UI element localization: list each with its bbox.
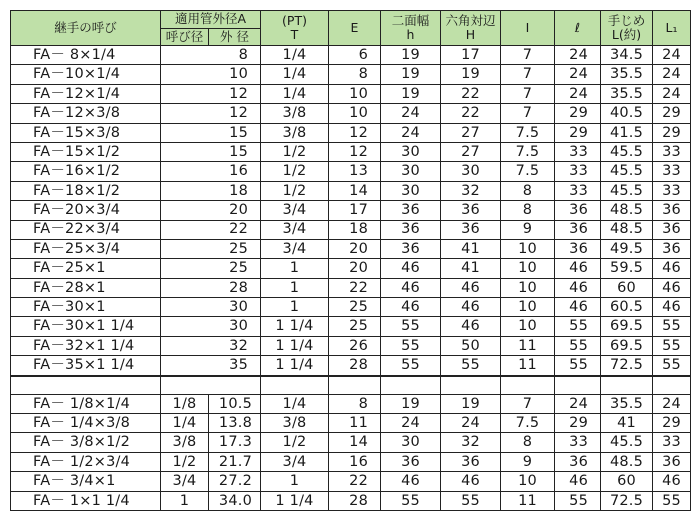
cell-pt: 3/4: [261, 239, 329, 258]
cell-hex: 41: [441, 259, 501, 278]
header-l1: L₁: [653, 11, 691, 46]
cell-hex: 46: [441, 298, 501, 317]
cell-i: 7.5: [501, 414, 555, 433]
cell-l-hand: 40.5: [601, 104, 653, 123]
cell-e: 14: [329, 433, 381, 452]
cell-pt: 1/2: [261, 433, 329, 452]
cell-e: 12: [329, 123, 381, 142]
cell-hex: 19: [441, 394, 501, 413]
cell-i: 10: [501, 472, 555, 491]
cell-h: 36: [381, 239, 441, 258]
cell-l-small: 24: [555, 46, 601, 65]
cell-e: 25: [329, 298, 381, 317]
cell-hex: 50: [441, 336, 501, 355]
cell-l-hand: 72.5: [601, 491, 653, 510]
cell-e: 10: [329, 84, 381, 103]
cell-h: 55: [381, 491, 441, 510]
cell-h: 46: [381, 278, 441, 297]
table-row: [11, 104, 691, 123]
cell-fitting-name: FA－12×1/4: [11, 84, 161, 103]
cell-e: 28: [329, 491, 381, 510]
cell-outer-diameter: 35: [161, 356, 261, 376]
cell-hex: 22: [441, 84, 501, 103]
cell-i: 9: [501, 452, 555, 471]
cell-pt: 3/4: [261, 452, 329, 471]
cell-i: 7.5: [501, 123, 555, 142]
cell-i: 7: [501, 104, 555, 123]
cell-l-small: 36: [555, 239, 601, 258]
cell-i: 10: [501, 298, 555, 317]
cell-fitting-name: FA－ 1/2×3/4: [11, 452, 161, 471]
cell-pt: 1: [261, 472, 329, 491]
header-h-bottom: h: [406, 27, 415, 42]
cell-fitting-name: FA－20×3/4: [11, 201, 161, 220]
cell-i: 7: [501, 65, 555, 84]
cell-e: 28: [329, 356, 381, 376]
cell-pt: 1/4: [261, 65, 329, 84]
cell-h: 24: [381, 104, 441, 123]
cell-hex: 36: [441, 452, 501, 471]
table-row: [11, 336, 691, 355]
cell-outer-diameter: 30: [161, 298, 261, 317]
cell-l-small: 29: [555, 123, 601, 142]
cell-i: 11: [501, 356, 555, 376]
cell-fitting-name: FA－ 1/8×1/4: [11, 394, 161, 413]
cell-outer-diameter: 15: [161, 142, 261, 161]
cell-pt: 1/2: [261, 142, 329, 161]
cell-l-small: 33: [555, 142, 601, 161]
table-row: [11, 46, 691, 65]
table-row: [11, 84, 691, 103]
cell-l-hand: 45.5: [601, 162, 653, 181]
cell-fitting-name: FA－ 1/4×3/8: [11, 414, 161, 433]
cell-l-hand: 45.5: [601, 433, 653, 452]
cell-outer-diameter: 30: [161, 317, 261, 336]
cell-h: 30: [381, 433, 441, 452]
cell-e: 8: [329, 394, 381, 413]
cell-pt: 1/2: [261, 181, 329, 200]
cell-nominal: 1/2: [161, 452, 209, 471]
cell-l-small: 29: [555, 104, 601, 123]
cell-outer-diameter: 13.8: [209, 414, 261, 433]
cell-outer-diameter: 20: [161, 201, 261, 220]
cell-e: 12: [329, 142, 381, 161]
table-row: [11, 452, 691, 471]
cell-l-hand: 59.5: [601, 259, 653, 278]
cell-l-hand: 45.5: [601, 181, 653, 200]
cell-h: 36: [381, 201, 441, 220]
cell-i: 11: [501, 491, 555, 510]
cell-l-small: 36: [555, 220, 601, 239]
cell-fitting-name: FA－35×1 1/4: [11, 356, 161, 376]
cell-l-hand: 35.5: [601, 394, 653, 413]
cell-h: 24: [381, 123, 441, 142]
cell-e: 20: [329, 259, 381, 278]
cell-h: 19: [381, 65, 441, 84]
cell-l-hand: 69.5: [601, 336, 653, 355]
cell-hex: 32: [441, 433, 501, 452]
table-row: [11, 142, 691, 161]
cell-l1: 24: [653, 46, 691, 65]
cell-l-small: 55: [555, 491, 601, 510]
cell-l-hand: 41.5: [601, 123, 653, 142]
cell-l1: 24: [653, 65, 691, 84]
header-h: [381, 11, 441, 46]
table-row: [11, 356, 691, 376]
cell-outer-diameter: 17.3: [209, 433, 261, 452]
cell-i: 10: [501, 317, 555, 336]
cell-outer-diameter: 12: [161, 104, 261, 123]
cell-outer-diameter: 8: [161, 46, 261, 65]
cell-fitting-name: FA－25×3/4: [11, 239, 161, 258]
table-separator: [11, 376, 691, 395]
cell-e: 22: [329, 472, 381, 491]
table-row: [11, 298, 691, 317]
cell-l1: 36: [653, 220, 691, 239]
cell-l1: 55: [653, 317, 691, 336]
cell-l1: 24: [653, 84, 691, 103]
cell-l1: 33: [653, 181, 691, 200]
table-row: [11, 123, 691, 142]
cell-l-hand: 72.5: [601, 356, 653, 376]
cell-e: 18: [329, 220, 381, 239]
table-row: [11, 162, 691, 181]
cell-fitting-name: FA－15×1/2: [11, 142, 161, 161]
cell-fitting-name: FA－30×1: [11, 298, 161, 317]
cell-l1: 46: [653, 472, 691, 491]
cell-hex: 27: [441, 142, 501, 161]
cell-outer-diameter: 21.7: [209, 452, 261, 471]
cell-fitting-name: FA－10×1/4: [11, 65, 161, 84]
cell-l-hand: 60.5: [601, 298, 653, 317]
cell-fitting-name: FA－15×3/8: [11, 123, 161, 142]
cell-i: 8: [501, 433, 555, 452]
table-body-metric: [11, 46, 691, 376]
cell-outer-diameter: 28: [161, 278, 261, 297]
cell-l-small: 46: [555, 298, 601, 317]
cell-h: 30: [381, 181, 441, 200]
cell-l-small: 36: [555, 452, 601, 471]
cell-e: 6: [329, 46, 381, 65]
header-l-hand: [601, 11, 653, 46]
fitting-dimension-table-sheet: [10, 10, 690, 511]
cell-e: 20: [329, 239, 381, 258]
cell-nominal: 3/4: [161, 472, 209, 491]
cell-e: 13: [329, 162, 381, 181]
cell-h: 19: [381, 394, 441, 413]
cell-pt: 1: [261, 259, 329, 278]
cell-outer-diameter: 16: [161, 162, 261, 181]
header-h-top: 二面幅: [391, 12, 430, 28]
cell-fitting-name: FA－22×3/4: [11, 220, 161, 239]
cell-i: 7: [501, 46, 555, 65]
header-l-hand-top: 手じめ: [607, 12, 646, 28]
cell-l-small: 36: [555, 201, 601, 220]
cell-i: 10: [501, 239, 555, 258]
cell-l-hand: 69.5: [601, 317, 653, 336]
cell-pt: 3/8: [261, 104, 329, 123]
cell-pt: 1/4: [261, 84, 329, 103]
cell-hex: 19: [441, 65, 501, 84]
cell-e: 10: [329, 104, 381, 123]
cell-l-hand: 48.5: [601, 201, 653, 220]
table-row: [11, 201, 691, 220]
header-i: I: [501, 11, 555, 46]
cell-fitting-name: FA－28×1: [11, 278, 161, 297]
table-row: [11, 433, 691, 452]
cell-outer-diameter: 34.0: [209, 491, 261, 510]
cell-l1: 24: [653, 394, 691, 413]
table-row: [11, 317, 691, 336]
header-l-small: ℓ: [555, 11, 601, 46]
cell-fitting-name: FA－32×1 1/4: [11, 336, 161, 355]
cell-h: 24: [381, 414, 441, 433]
cell-l-small: 55: [555, 336, 601, 355]
cell-hex: 36: [441, 220, 501, 239]
cell-fitting-name: FA－16×1/2: [11, 162, 161, 181]
header-e: E: [329, 11, 381, 46]
cell-l1: 33: [653, 162, 691, 181]
cell-l-hand: 49.5: [601, 239, 653, 258]
cell-hex: 55: [441, 491, 501, 510]
cell-hex: 30: [441, 162, 501, 181]
cell-l1: 33: [653, 142, 691, 161]
cell-h: 46: [381, 298, 441, 317]
cell-pt: 1 1/4: [261, 491, 329, 510]
cell-l-small: 55: [555, 356, 601, 376]
table-row: [11, 278, 691, 297]
header-outer-diameter: 外 径: [209, 29, 261, 46]
table-row: [11, 65, 691, 84]
cell-outer-diameter: 10: [161, 65, 261, 84]
cell-i: 8: [501, 181, 555, 200]
cell-e: 25: [329, 317, 381, 336]
cell-l-small: 55: [555, 317, 601, 336]
cell-l1: 36: [653, 201, 691, 220]
cell-e: 26: [329, 336, 381, 355]
cell-outer-diameter: 25: [161, 259, 261, 278]
cell-i: 7.5: [501, 142, 555, 161]
header-pt-top: (PT): [282, 12, 307, 28]
cell-l-small: 33: [555, 433, 601, 452]
cell-outer-diameter: 18: [161, 181, 261, 200]
cell-pt: 1 1/4: [261, 356, 329, 376]
header-l-hand-bottom: L(約): [611, 27, 642, 42]
cell-outer-diameter: 32: [161, 336, 261, 355]
cell-e: 11: [329, 414, 381, 433]
cell-outer-diameter: 12: [161, 84, 261, 103]
cell-fitting-name: FA－ 1×1 1/4: [11, 491, 161, 510]
table-row: [11, 181, 691, 200]
cell-l-hand: 34.5: [601, 46, 653, 65]
cell-h: 30: [381, 162, 441, 181]
cell-e: 14: [329, 181, 381, 200]
table-row: [11, 414, 691, 433]
cell-outer-diameter: 10.5: [209, 394, 261, 413]
cell-h: 55: [381, 356, 441, 376]
cell-i: 7.5: [501, 162, 555, 181]
cell-e: 16: [329, 452, 381, 471]
cell-fitting-name: FA－30×1 1/4: [11, 317, 161, 336]
cell-l1: 55: [653, 491, 691, 510]
cell-h: 19: [381, 46, 441, 65]
cell-fitting-name: FA－ 3/4×1: [11, 472, 161, 491]
cell-hex: 27: [441, 123, 501, 142]
table-row: [11, 394, 691, 413]
cell-e: 17: [329, 201, 381, 220]
cell-e: 8: [329, 65, 381, 84]
cell-pt: 1 1/4: [261, 317, 329, 336]
header-pt-bottom: T: [290, 27, 299, 42]
cell-l-small: 33: [555, 181, 601, 200]
cell-i: 9: [501, 220, 555, 239]
dimension-table: [10, 10, 691, 511]
header-hex: [441, 11, 501, 46]
cell-outer-diameter: 22: [161, 220, 261, 239]
cell-l-small: 46: [555, 278, 601, 297]
cell-l-hand: 60: [601, 278, 653, 297]
cell-hex: 17: [441, 46, 501, 65]
cell-fitting-name: FA－ 3/8×1/2: [11, 433, 161, 452]
cell-h: 55: [381, 336, 441, 355]
cell-h: 19: [381, 84, 441, 103]
header-pipe-od: 適用管外径A: [161, 11, 261, 29]
table-row: [11, 239, 691, 258]
cell-hex: 24: [441, 414, 501, 433]
cell-hex: 36: [441, 201, 501, 220]
cell-l1: 29: [653, 104, 691, 123]
cell-l1: 55: [653, 356, 691, 376]
cell-i: 10: [501, 278, 555, 297]
header-hex-bottom: H: [465, 27, 476, 42]
cell-outer-diameter: 15: [161, 123, 261, 142]
cell-pt: 3/8: [261, 123, 329, 142]
cell-h: 46: [381, 259, 441, 278]
cell-l-hand: 45.5: [601, 142, 653, 161]
cell-pt: 1 1/4: [261, 336, 329, 355]
table-row: [11, 259, 691, 278]
cell-h: 55: [381, 317, 441, 336]
cell-l-hand: 48.5: [601, 220, 653, 239]
cell-l1: 36: [653, 452, 691, 471]
cell-hex: 32: [441, 181, 501, 200]
cell-pt: 3/8: [261, 414, 329, 433]
cell-l-small: 24: [555, 394, 601, 413]
cell-nominal: 1/4: [161, 414, 209, 433]
cell-l1: 29: [653, 123, 691, 142]
header-nominal: 呼び径: [161, 29, 209, 46]
cell-i: 11: [501, 336, 555, 355]
cell-l-small: 24: [555, 65, 601, 84]
cell-i: 8: [501, 201, 555, 220]
cell-fitting-name: FA－12×3/8: [11, 104, 161, 123]
cell-hex: 41: [441, 239, 501, 258]
cell-l1: 33: [653, 433, 691, 452]
cell-pt: 1/4: [261, 394, 329, 413]
cell-l-small: 46: [555, 259, 601, 278]
cell-hex: 46: [441, 472, 501, 491]
cell-h: 36: [381, 452, 441, 471]
cell-l-hand: 35.5: [601, 84, 653, 103]
cell-outer-diameter: 25: [161, 239, 261, 258]
cell-pt: 3/4: [261, 201, 329, 220]
table-row: [11, 491, 691, 510]
cell-pt: 1: [261, 278, 329, 297]
cell-outer-diameter: 27.2: [209, 472, 261, 491]
cell-e: 22: [329, 278, 381, 297]
cell-fitting-name: FA－25×1: [11, 259, 161, 278]
cell-l-hand: 41: [601, 414, 653, 433]
cell-pt: 1/4: [261, 46, 329, 65]
cell-h: 46: [381, 472, 441, 491]
cell-l-hand: 35.5: [601, 65, 653, 84]
cell-l-small: 46: [555, 472, 601, 491]
cell-l-hand: 60: [601, 472, 653, 491]
cell-i: 7: [501, 84, 555, 103]
cell-nominal: 1/8: [161, 394, 209, 413]
cell-nominal: 1: [161, 491, 209, 510]
cell-hex: 55: [441, 356, 501, 376]
table-body-inch: [11, 394, 691, 510]
header-hex-top: 六角対辺: [445, 12, 496, 28]
cell-l1: 55: [653, 336, 691, 355]
cell-l1: 29: [653, 414, 691, 433]
cell-l1: 46: [653, 259, 691, 278]
cell-i: 10: [501, 259, 555, 278]
cell-hex: 46: [441, 317, 501, 336]
cell-l1: 36: [653, 239, 691, 258]
cell-i: 7: [501, 394, 555, 413]
cell-l-small: 24: [555, 84, 601, 103]
cell-fitting-name: FA－ 8×1/4: [11, 46, 161, 65]
cell-h: 36: [381, 220, 441, 239]
cell-hex: 22: [441, 104, 501, 123]
cell-l1: 46: [653, 278, 691, 297]
separator-row: [11, 376, 691, 395]
cell-pt: 1/2: [261, 162, 329, 181]
cell-l-hand: 48.5: [601, 452, 653, 471]
table-row: [11, 472, 691, 491]
header-fitting-name: 継手の呼び: [11, 11, 161, 46]
cell-l1: 46: [653, 298, 691, 317]
cell-l-small: 29: [555, 414, 601, 433]
cell-fitting-name: FA－18×1/2: [11, 181, 161, 200]
cell-h: 30: [381, 142, 441, 161]
cell-nominal: 3/8: [161, 433, 209, 452]
cell-hex: 46: [441, 278, 501, 297]
table-row: [11, 220, 691, 239]
cell-pt: 3/4: [261, 220, 329, 239]
cell-pt: 1: [261, 298, 329, 317]
header-pt: [261, 11, 329, 46]
cell-l-small: 33: [555, 162, 601, 181]
